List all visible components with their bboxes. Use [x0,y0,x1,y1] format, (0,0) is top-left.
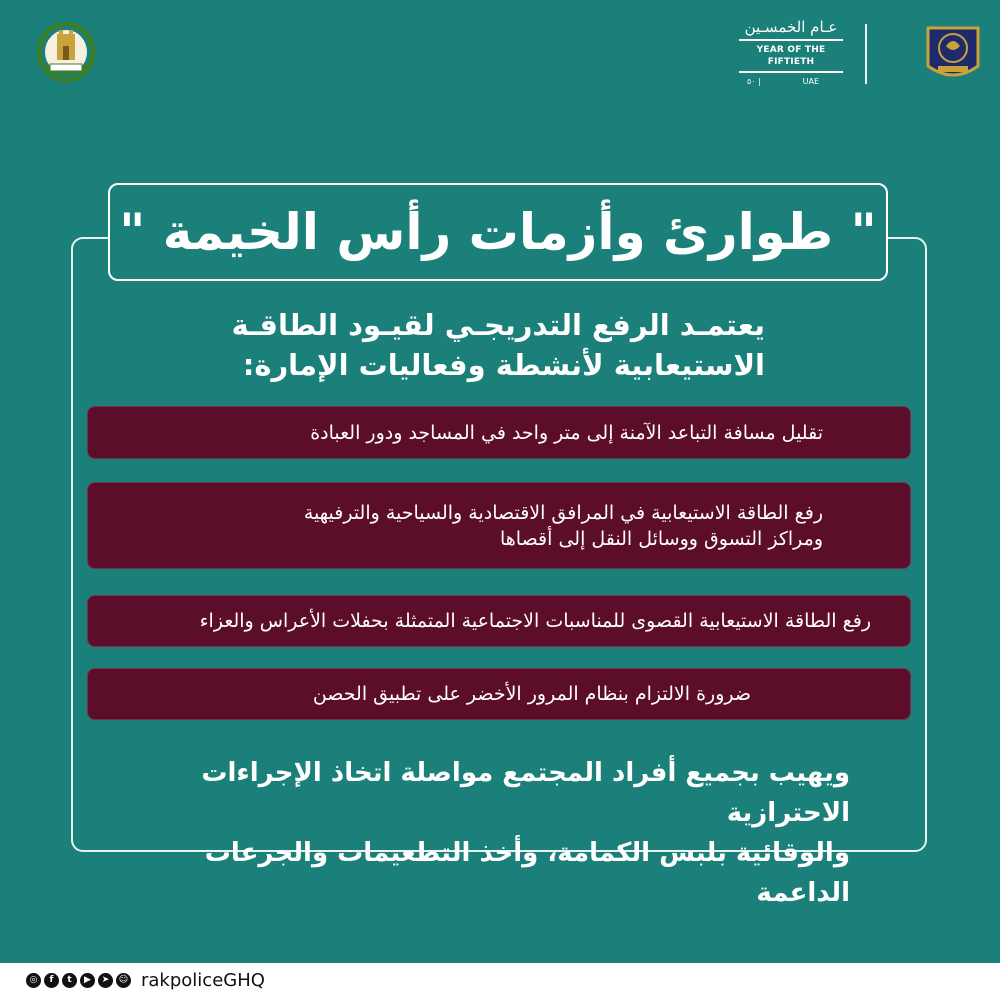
measure-item-2-line-2: ومراكز التسوق ووسائل النقل إلى أقصاها [499,527,823,550]
snapchat-icon[interactable]: ☺ [116,973,131,988]
divider [739,71,843,73]
measure-item-4 [87,668,911,720]
measure-item-2-line-1: رفع الطاقة الاستيعابية في المرافق الاقتصادية والسياحية والترفيهية [303,501,823,524]
telegram-icon[interactable]: ➤ [98,973,113,988]
measure-item-3-line-1: رفع الطاقة الاستيعابية القصوى للمناسبات الاجتماعية المتمثلة بحفلات الأعراس والعزاء [199,610,871,632]
year-foot-left: ٥٠ | [747,77,761,86]
year-arabic-text: عـام الخمسـين [744,18,838,36]
year-english-text: YEAR OF THE FIFTIETH [756,45,826,67]
intro-text [170,305,765,385]
intro-line-2: الاستيعابية لأنشطة وفعاليات الإمارة: [242,348,765,382]
social-handle[interactable]: rakpoliceGHQ [141,970,265,991]
closing-line-1: ويهيب بجميع أفراد المجتمع مواصلة اتخاذ الإجراءات الاحترازية [201,758,850,828]
title-box [108,183,888,281]
instagram-icon[interactable]: ◎ [26,973,41,988]
fifty-years-police-emblem [924,22,982,86]
vertical-divider [865,24,867,84]
header-emblems [737,18,982,88]
year-of-fiftieth-logo [737,18,845,88]
footer-bar [0,963,1000,998]
police-logo [36,22,96,84]
divider [739,39,843,41]
closing-line-2: والوقائية بلبس الكمامة، وأخذ التطعيمات والجرعات الداعمة [204,838,850,908]
youtube-icon[interactable]: ▶ [80,973,95,988]
year-foot [737,76,845,88]
measure-item-4-line-1: ضرورة الالتزام بنظام المرور الأخضر على تطبيق الحصن [312,683,751,705]
intro-line-1: يعتمـد الرفع التدريجـي لقيـود الطاقـة [231,308,765,342]
measure-item-2 [87,482,911,569]
measure-item-1-line-1: تقليل مسافة التباعد الآمنة إلى متر واحد في المساجد ودور العبادة [310,421,823,444]
closing-text [140,753,850,913]
year-foot-right: UAE [802,77,819,86]
facebook-icon[interactable]: f [44,973,59,988]
social-icons [26,973,131,988]
measure-item-1 [87,406,911,459]
page-title: " طوارئ وأزمات رأس الخيمة " [119,203,877,261]
twitter-icon[interactable]: t [62,973,77,988]
measure-item-3 [87,595,911,647]
